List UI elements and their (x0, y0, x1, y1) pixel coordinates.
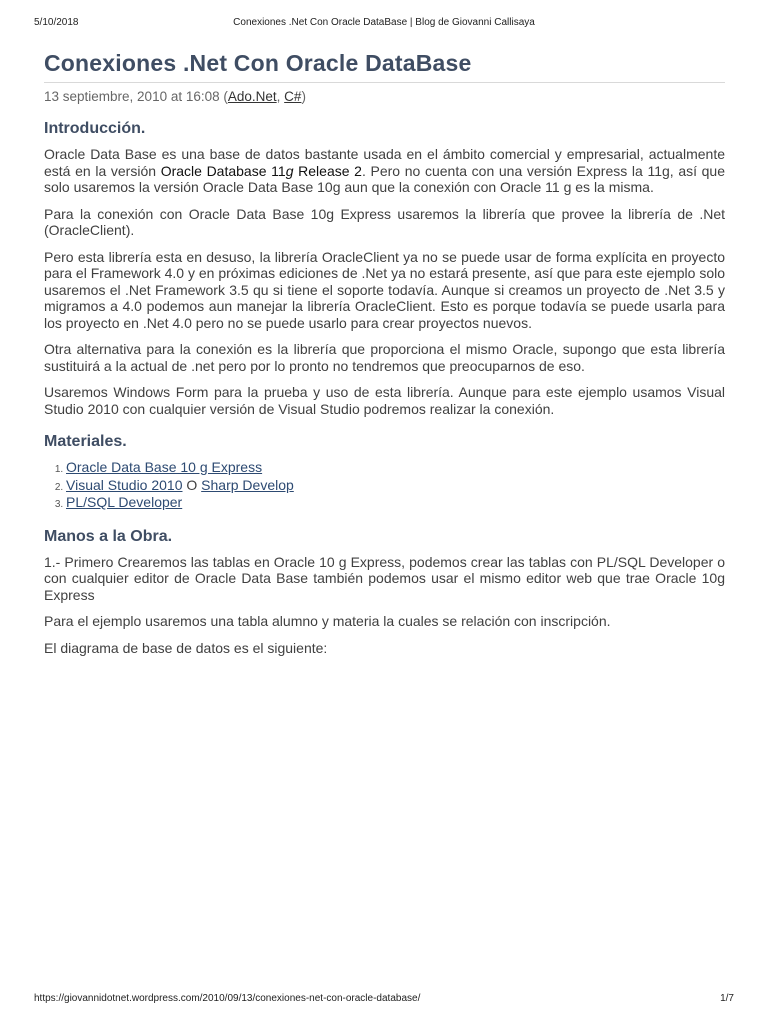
oracle-link-part-a: Oracle Database 11 (160, 162, 286, 179)
sharp-develop-link[interactable]: Sharp Develop (201, 476, 294, 493)
post-content (44, 50, 725, 666)
category-link-csharp[interactable]: C# (284, 89, 302, 104)
print-url: https://giovannidotnet.wordpress.com/2010/09/13/conexiones-net-con-oracle-database/ (34, 993, 421, 1004)
heading-materiales: Materiales. (44, 433, 127, 450)
intro-p1-end: . Pero no cuenta con una versión Express la 11g, así que solo usaremos la versión Oracle Data Base 10g aun que la conexión con Oracle 11 g es la misma. (44, 162, 726, 195)
print-page-title: Conexiones .Net Con Oracle DataBase | Blog de Giovanni Callisaya (233, 17, 535, 28)
post-meta (44, 89, 725, 104)
oracle-link-part-b: Release 2 (293, 162, 362, 179)
heading-introduccion: Introducción. (44, 120, 146, 137)
visual-studio-link[interactable]: Visual Studio 2010 (66, 476, 183, 493)
list-item (66, 494, 725, 512)
post-title: Conexiones .Net Con Oracle DataBase (44, 50, 725, 83)
oracle-11g-release-link[interactable] (161, 163, 362, 179)
intro-paragraph-1 (44, 146, 725, 196)
oracle-link-g: g (285, 162, 294, 179)
materials-list (44, 459, 725, 512)
oracle-express-link[interactable]: Oracle Data Base 10 g Express (66, 459, 263, 475)
or-text: O (182, 476, 202, 493)
print-date: 5/10/2018 (34, 17, 79, 28)
heading-manos-a-la-obra: Manos a la Obra. (44, 527, 173, 545)
work-paragraph-2: Para el ejemplo usaremos una tabla alumno y materia la cuales se relación con inscripción. (44, 613, 611, 629)
list-item (66, 477, 725, 495)
intro-paragraph-4: Otra alternativa para la conexión es la librería que proporciona el mismo Oracle, supongo que esta librería sustituirá a la actual de .net pero por lo pronto no tendremos que preocuparnos de eso. (44, 341, 725, 374)
list-item (66, 459, 725, 477)
meta-separator: , (276, 89, 285, 104)
post-date: 13 septiembre, 2010 at 16:08 ( (44, 89, 228, 104)
intro-p1-start: Oracle Data Base es una base de datos bastante usada en el ámbito comercial y empresarial, actualmente está en la versión (44, 146, 725, 179)
plsql-developer-link[interactable]: PL/SQL Developer (66, 494, 183, 510)
intro-paragraph-3: Pero esta librería esta en desuso, la librería OracleClient ya no se puede usar de forma explícita en proyecto para el Framework 4.0 y en próximas ediciones de .Net ya no estará presente, así que para este ejemplo solo usaremos el .Net Framework 3.5 qu si tiene el soporte todavía. Aunque si creamos un proyecto de .Net 3.5 y migramos a 4.0 podemos aun manejar la librería OracleClient. Esto es porque todavía se puede usarla para los proyecto en .Net 4.0 pero no se puede usarlo para crear proyectos nuevos. (44, 248, 725, 331)
category-link-adonet[interactable]: Ado.Net (227, 89, 277, 104)
meta-close: ) (301, 89, 306, 104)
page-number: 1/7 (720, 993, 734, 1004)
work-paragraph-3: El diagrama de base de datos es el siguiente: (44, 639, 328, 656)
work-paragraph-1: 1.- Primero Crearemos las tablas en Oracle 10 g Express, podemos crear las tablas con PL/SQL Developer o con cualquier editor de Oracle Data Base también podemos usar el mismo editor web que trae Oracle 10g Express (44, 553, 725, 603)
intro-paragraph-5: Usaremos Windows Form para la prueba y uso de esta librería. Aunque para este ejemplo usamos Visual Studio 2010 con cualquier versión de Visual Studio podremos realizar la conexión. (44, 384, 725, 417)
intro-paragraph-2: Para la conexión con Oracle Data Base 10g Express usaremos la librería que provee la librería de .Net (OracleClient). (44, 205, 725, 238)
